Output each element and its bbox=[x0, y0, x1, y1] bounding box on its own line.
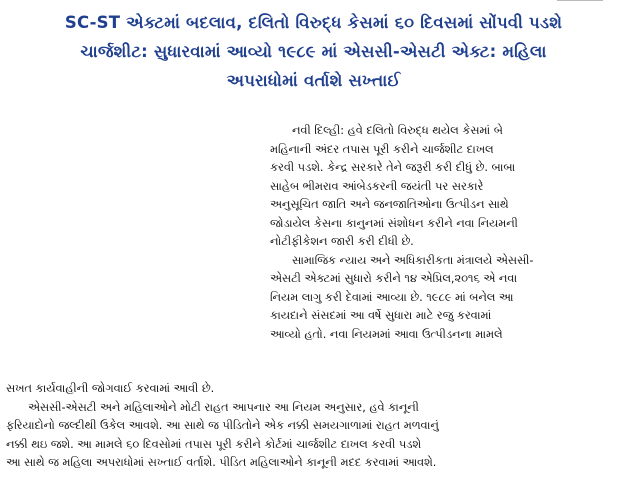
body-line: નક્કી થઇ જશે. આ મામલે ૬૦ દિવસોમાં તપાસ પૂરી કરીને કોર્ટમાં ચાર્જશીટ દાખલ કરવી પડશે bbox=[6, 437, 422, 451]
headline bbox=[6, 8, 621, 95]
body-line: આવ્યો હતો. નવા નિયમમાં આવા ઉત્પીડનના મામલે bbox=[270, 327, 503, 341]
clipping-edge-mark bbox=[557, 0, 603, 7]
body-line: આ સાથે જ મહિલા અપરાધોમાં સખ્તાઈ વર્તાશે. પીડિત મહિલાઓને કાનૂની મદદ કરવામાં આવશે. bbox=[6, 456, 437, 469]
body-line: નવી દિલ્હી: હવે દલિતો વિરુદ્ધ થયેલ કેસમાં બે bbox=[292, 124, 503, 137]
article-body-narrow-column bbox=[270, 122, 612, 344]
headline-line: ચાર્જશીટ: સુધારવામાં આવ્યો ૧૯૮૯ માં એસસી-એસટી એક્ટ: મહિલા bbox=[80, 42, 547, 61]
body-line: સખત કાર્યવાહીની જોગવાઈ કરવામાં આવી છે. bbox=[6, 382, 215, 395]
article-body-wide-column bbox=[6, 380, 614, 473]
body-line: સાહેબ ભીમરાવ આંબેડકરની જયંતી પર સરકારે bbox=[270, 179, 484, 193]
body-line: એસટી એક્ટમાં સુધારો કરીને ૧૪ એપ્રિલ,૨૦૧૬ એ નવા bbox=[270, 272, 518, 285]
body-line: અનુસૂચિત જાતિ અને જનજાતિઓના ઉત્પીડન સાથે bbox=[270, 198, 509, 211]
body-line: નોટીફીકેશન જારી કરી દીધી છે. bbox=[270, 235, 414, 248]
body-line: જોડાયેલ કેસના કાનુનમાં સંશોધન કરીને નવા નિયમની bbox=[270, 216, 518, 230]
body-line: કાયદાને સંસદમાં આ વર્ષે સુધારા માટે રજુ કરવામાં bbox=[270, 309, 492, 322]
body-line: મહિનાની અંદર તપાસ પૂરી કરીને ચાર્જશીટ દાખલ bbox=[270, 142, 494, 156]
body-line: નિયમ લાગુ કરી દેવામાં આવ્યા છે. ૧૯૮૯ માં બનેલ આ bbox=[270, 290, 514, 304]
body-line: સામાજિક ન્યાય અને અધિકારીકતા મંત્રાલયે એસસી- bbox=[292, 253, 534, 267]
headline-line: SC-ST એક્ટમાં બદલાવ, દલિતો વિરુદ્ધ કેસમાં ૬૦ દિવસમાં સોંપવી પડશે bbox=[64, 13, 563, 32]
body-line: કરવી પડશે. કેન્દ્ર સરકારે તેને જરૂરી કરી દીધું છે. બાબા bbox=[270, 161, 516, 174]
body-line: એસસી-એસટી અને મહિલાઓને મોટી રાહત આપનાર આ નિયમ અનુસાર, હવે કાનૂની bbox=[28, 400, 419, 414]
headline-line: અપરાધોમાં વર્તાશે સખ્તાઈ bbox=[226, 71, 401, 90]
body-line: ફરિયાદોનો જલ્દીથી ઉકેલ આવશે. આ સાથે જ પીડિતોને એક નક્કી સમયગાળામાં રાહત મળવાનું bbox=[6, 419, 439, 432]
